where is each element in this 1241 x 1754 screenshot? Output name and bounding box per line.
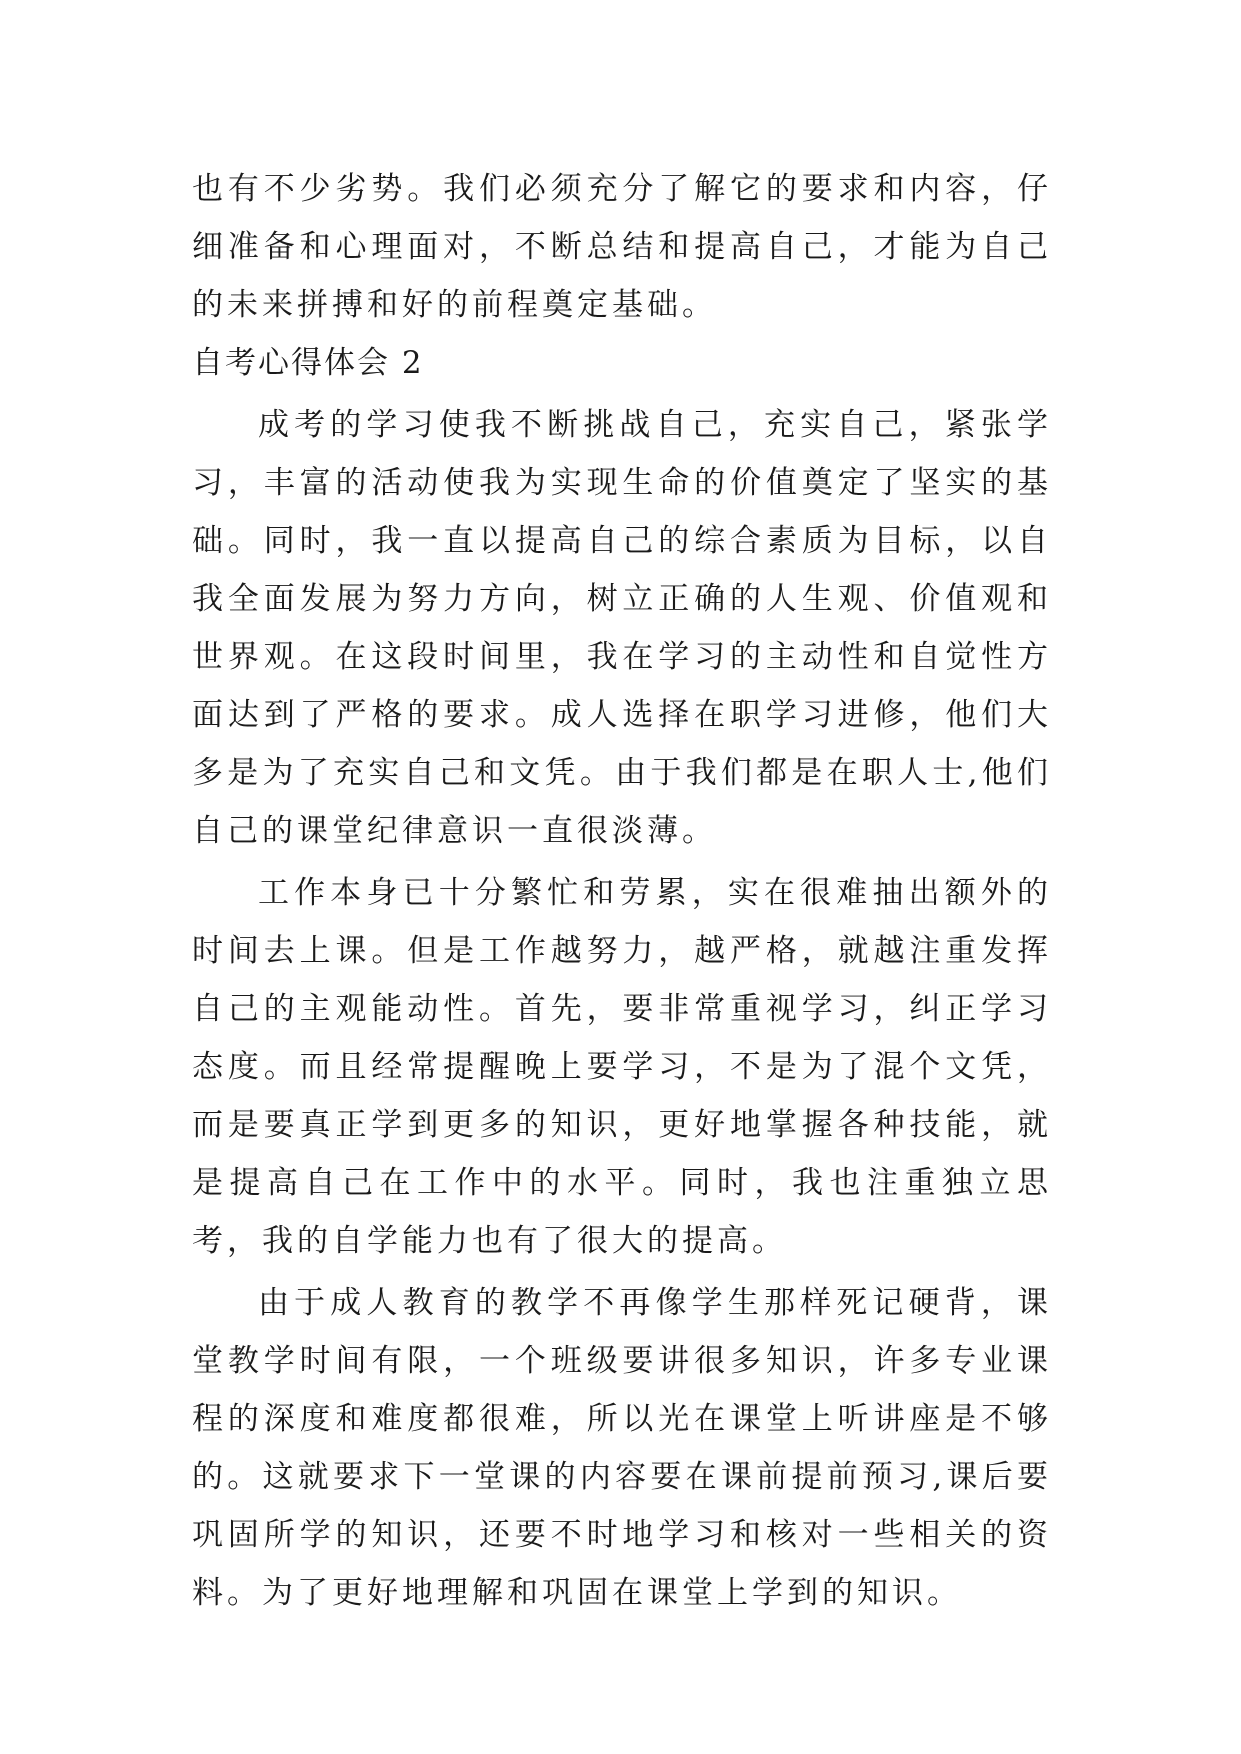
paragraph-1: 成考的学习使我不断挑战自己，充实自己，紧张学习，丰富的活动使我为实现生命的价值奠定了坚实的基础。同时，我一直以提高自己的综合素质为目标，以自我全面发展为努力方向，树立正确的人生观、价值观和世界观。在这段时间里，我在学习的主动性和自觉性方面达到了严格的要求。成人选择在职学习进修，他们大多是为了充实自己和文凭。由于我们都是在职人士,他们自己的课堂纪律意识一直很淡薄。 (192, 407, 1052, 849)
paragraph-2: 工作本身已十分繁忙和劳累，实在很难抽出额外的时间去上课。但是工作越努力，越严格，就越注重发挥自己的主观能动性。首先，要非常重视学习，纠正学习态度。而且经常提醒晚上要学习，不是为了混个文凭，而是要真正学到更多的知识，更好地掌握各种技能，就是提高自己在工作中的水平。同时，我也注重独立思考，我的自学能力也有了很大的提高。 (192, 875, 1052, 1259)
paragraph-continued: 也有不少劣势。我们必须充分了解它的要求和内容，仔细准备和心理面对，不断总结和提高自己，才能为自己的未来拼搏和好的前程奠定基础。 (192, 171, 1052, 323)
document-body (192, 160, 1052, 1622)
section-heading: 自考心得体会 2 (192, 345, 424, 381)
paragraph-3: 由于成人教育的教学不再像学生那样死记硬背，课堂教学时间有限，一个班级要讲很多知识，许多专业课程的深度和难度都很难，所以光在课堂上听讲座是不够的。这就要求下一堂课的内容要在课前提前预习,课后要巩固所学的知识，还要不时地学习和核对一些相关的资料。为了更好地理解和巩固在课堂上学到的知识。 (192, 1285, 1052, 1611)
